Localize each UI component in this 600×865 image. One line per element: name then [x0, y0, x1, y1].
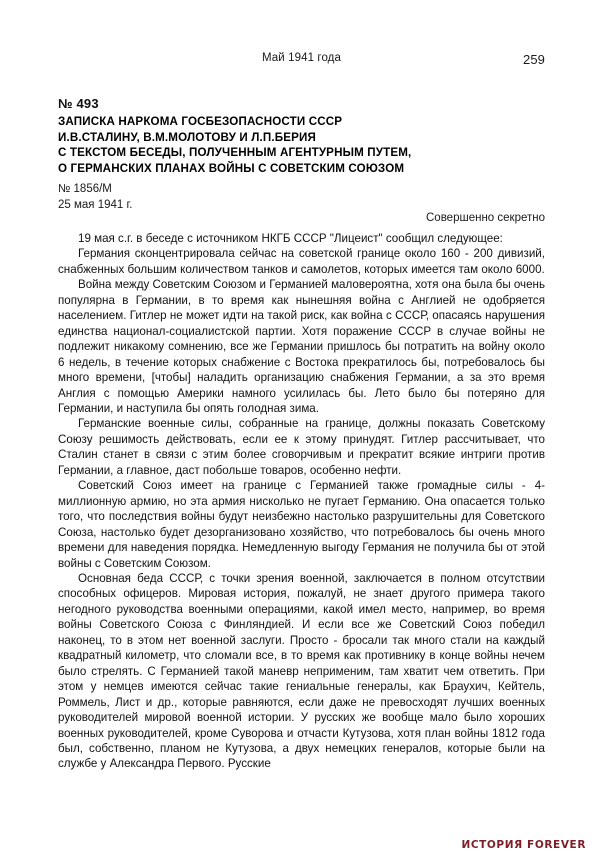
- document-title: [58, 114, 545, 176]
- title-line-4: О ГЕРМАНСКИХ ПЛАНАХ ВОЙНЫ С СОВЕТСКИМ СОЮЗОМ: [58, 161, 405, 175]
- title-line-2: И.В.СТАЛИНУ, В.М.МОЛОТОВУ И Л.П.БЕРИЯ: [58, 130, 316, 144]
- site-watermark: ИСТОРИЯ FOREVER: [461, 839, 586, 851]
- running-header: [58, 52, 545, 70]
- title-line-3: С ТЕКСТОМ БЕСЕДЫ, ПОЛУЧЕННЫМ АГЕНТУРНЫМ ПУТЕМ,: [58, 146, 412, 160]
- body-paragraph: Германия сконцентрировала сейчас на советской границе около 160 - 200 дивизий, снабженных большим количеством танков и самолетов, которых имеется там около 6000.: [58, 247, 545, 276]
- running-header-title: Май 1941 года: [262, 52, 341, 64]
- reference-block: [58, 182, 132, 213]
- document-body: [58, 231, 545, 772]
- body-paragraph: Основная беда СССР, с точки зрения военной, заключается в полном отсутствии способных офицеров. Мировая история, пожалуй, не знает другого примера такого негодного руководства военными операциями, какой имел место, например, во время войны Советского Союза с Финляндией. И если все же Советский Союз победил наконец, то в этом нет военной заслуги. Просто - бросали так много стали на каждый квадратный километр, что сломали все, в то время как противнику в конце войны нечем было стрелять. С Германией такой маневр неприменим, там хватит чем ответить. При этом у немцев имеются сейчас такие гениальные генералы, как Браухич, Кейтель, Роммель, Лист и др., которые равняются, если даже не превосходят лучших военных руководителей мировой военной истории. У русских же вообще мало было хороших военных руководителей, кроме Суворова и отчасти Кутузова, хотя план войны 1812 года был, собственно, планом не Кутузова, а двух немецких генералов, которые были на службе у Александра Первого. Русские: [58, 571, 545, 771]
- document-date: 25 мая 1941 г.: [58, 198, 133, 211]
- body-paragraph: 19 мая с.г. в беседе с источником НКГБ СССР "Лицеист" сообщил следующее:: [78, 232, 503, 245]
- body-paragraph: Германские военные силы, собранные на границе, должны показать Советскому Союзу решимость действовать, если ее к этому принудят. Гитлер рассчитывает, что Сталин станет в связи с этим более сговорчивым и прекратит всякие интриги против Германии, а главное, даст побольше товаров, особенно нефти.: [58, 417, 545, 477]
- secrecy-stamp: Совершенно секретно: [426, 212, 545, 224]
- document-number: № 493: [58, 96, 99, 111]
- title-line-1: ЗАПИСКА НАРКОМА ГОСБЕЗОПАСНОСТИ СССР: [58, 115, 343, 128]
- reference-number: № 1856/М: [58, 183, 112, 195]
- body-paragraph: Война между Советским Союзом и Германией маловероятна, хотя она была бы очень популярна в Германии, в то время как нынешняя война с Англией не одобряется населением. Гитлер не может идти на такой риск, как война с СССР, опасаясь нарушения единства национал-социалистской партии. Хотя поражение СССР в случае войны не подлежит никакому сомнению, все же Германии пришлось бы потратить на войну около 6 недель, в течение которых снабжение с Востока прекратилось бы, потребовалось бы много времени, [чтобы] наладить организацию снабжения Германии, а за это время Англия с помощью Америки намного усилилась бы. Лето было бы потеряно для Германии, и наступила бы опять голодная зима.: [58, 278, 545, 415]
- page-number: 259: [523, 52, 545, 67]
- body-paragraph: Советский Союз имеет на границе с Германией также громадные силы - 4-миллионную армию, но эта армия нисколько не пугает Германию. Она опасается только того, что последствия войны будут неизбежно настолько разрушительны для Советского Союза, настолько будет дезорганизовано хозяйство, что потребовалось бы очень много времени для наведения порядка. Немедленную выгоду Германия не получила бы от этой войны с Советским Союзом.: [58, 479, 545, 570]
